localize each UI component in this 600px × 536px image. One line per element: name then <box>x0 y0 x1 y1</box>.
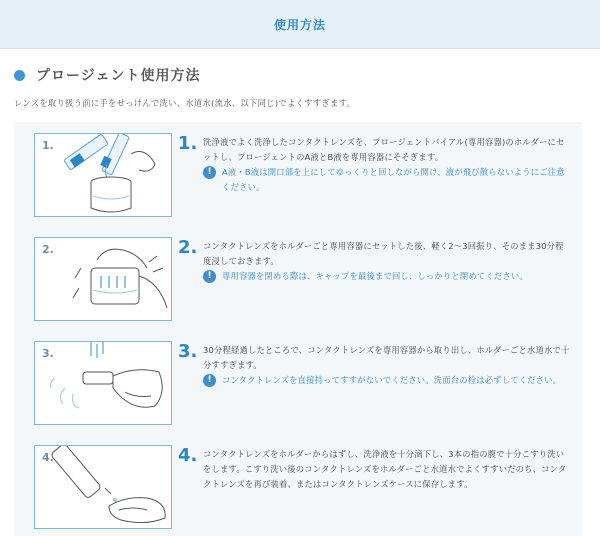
step-3-note <box>203 373 571 388</box>
step-1-illustration-label: 1. <box>42 139 54 152</box>
step-3-note-text: コンタクトレンズを直接持ってすすがないでください。洗面台の栓は必ずしてください。 <box>222 375 562 385</box>
step-2-illustration-label: 2. <box>42 243 54 256</box>
rubbing-lens-illustration <box>35 446 173 530</box>
section-title: プロージェント使用方法 <box>36 68 201 84</box>
step-4-number: 4. <box>178 445 198 466</box>
step-2-note <box>203 269 571 284</box>
exclamation-icon: ! <box>203 374 216 387</box>
exclamation-icon: ! <box>203 166 216 179</box>
step-2-number: 2. <box>178 237 198 258</box>
step-1-number: 1. <box>178 133 198 154</box>
intro-text: レンズを取り扱う前に手をせっけんで洗い、水道水(流水、以下同じ)でよくすすぎます。 <box>14 98 356 108</box>
step-4-text: コンタクトレンズをホルダーからはずし、洗浄液を十分滴下し、3本の指の腹で十分こすり洗いをします。こすり洗い後のコンタクトレンズをホルダーごと水道水でよくすすいだのち、コンタクトレンズを再び装着、またはコンタクトレンズケースに保存します。 <box>203 449 567 489</box>
step-1-note-text: A液・B液は開口部を上にしてゆっくりと回しながら開け、液が飛び散らないようにご注意ください。 <box>222 167 565 192</box>
exclamation-icon: ! <box>203 270 216 283</box>
step-2-illustration <box>34 237 172 321</box>
step-3-illustration <box>34 341 172 425</box>
step-1-text: 洗浄液でよく洗浄したコンタクトレンズを、プロージェントバイアル(専用容器)のホルダーにセットし、プロージェントのA液とB液を専用容器にそそぎます。 <box>203 137 565 162</box>
step-3-text: 30分程経過したところで、コンタクトレンズを専用容器から取り出し、ホルダーごと水道水で十分すすぎます。 <box>203 345 570 370</box>
page-header <box>0 0 600 49</box>
step-3-number: 3. <box>178 341 198 362</box>
shaking-container-illustration <box>35 238 173 322</box>
step-1-note <box>203 165 571 195</box>
section-heading <box>14 64 200 86</box>
page-title: 使用方法 <box>273 17 326 32</box>
pouring-bottles-illustration <box>35 134 173 218</box>
step-2-note-text: 専用容器を閉める際は、キャップを最後まで回し、しっかりと閉めてください。 <box>222 271 528 281</box>
rinsing-holder-illustration <box>35 342 173 426</box>
step-4-illustration-label: 4. <box>42 451 54 464</box>
step-4-illustration <box>34 445 172 529</box>
step-3-illustration-label: 3. <box>42 347 54 360</box>
bullet-dot-icon <box>14 70 25 81</box>
step-2-text: コンタクトレンズをホルダーごと専用容器にセットした後、軽く2～3回振り、そのまま30分程度浸しておきます。 <box>203 241 564 266</box>
step-1-illustration <box>34 133 172 217</box>
